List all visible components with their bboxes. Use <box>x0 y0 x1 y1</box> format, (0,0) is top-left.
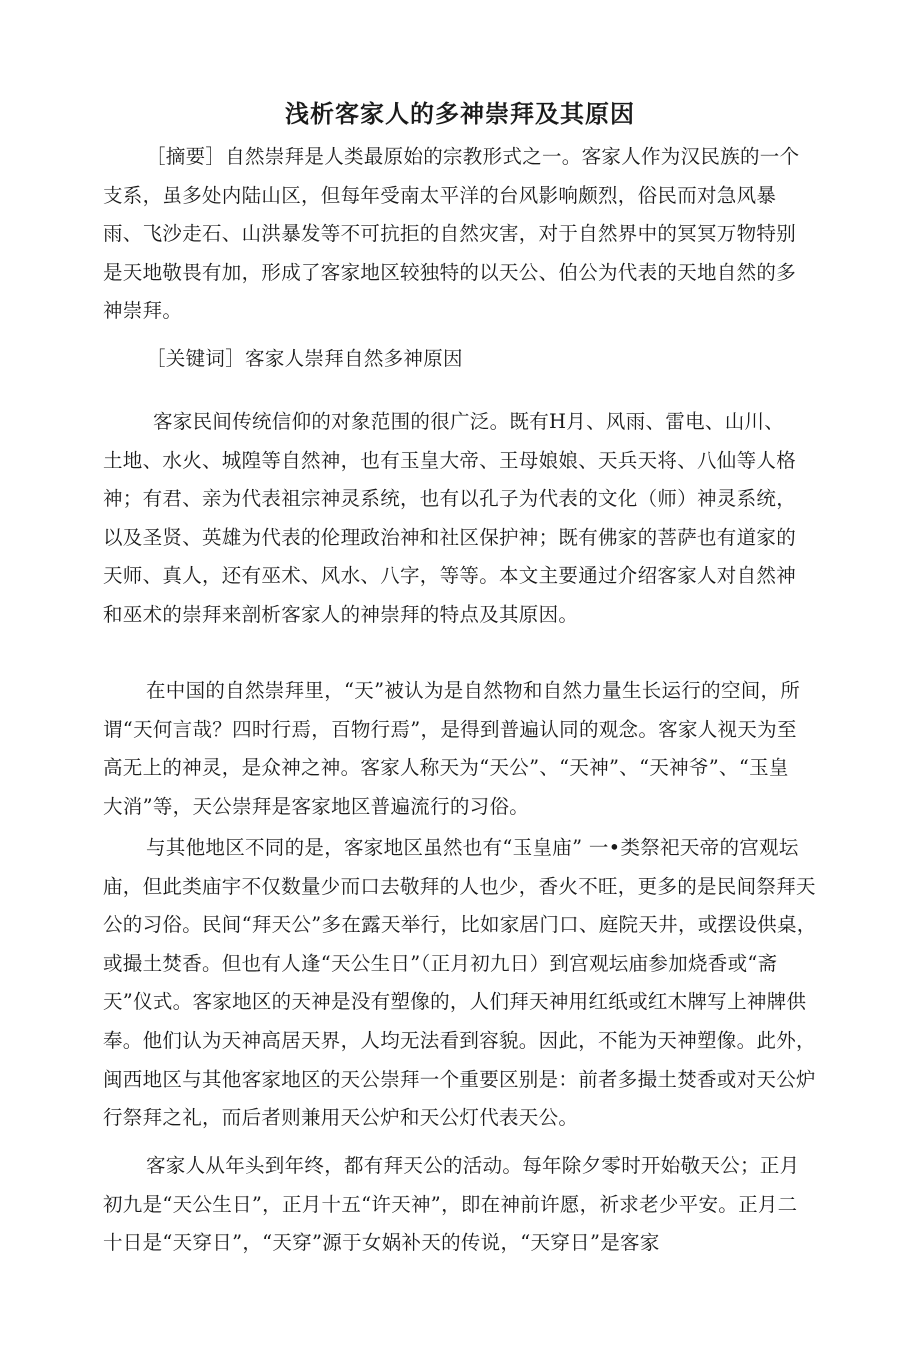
keywords-label: ［关键词］ <box>146 347 246 370</box>
document-title: 浅析客家人的多神崇拜及其原因 <box>285 100 635 128</box>
keywords-line <box>103 340 803 379</box>
abstract-label: ［摘要］ <box>146 145 226 168</box>
abstract-text: 自然崇拜是人类最原始的宗教形式之一。客家人作为汉民族的一个支系，虽多处内陆山区，但每年受南太平洋的台风影响颇烈，俗民而对急风暴雨、飞沙走石、山洪暴发等不可抗拒的自然灾害，对于自然界中的冥冥万物特别是天地敬畏有加，形成了客家地区较独特的以天公、伯公为代表的天地自然的多神崇拜。 <box>103 145 800 323</box>
body-paragraph-1: 客家民间传统信仰的对象范围的很广泛。既有H月、风雨、雷电、山川、土地、水火、城隍等自然神，也有玉皇大帝、王母娘娘、天兵天将、八仙等人格神；有君、亲为代表祖宗神灵系统，也有以孔子为代表的文化（师）神灵系统，以及圣贤、英雄为代表的伦理政治神和社区保护神；既有佛家的菩萨也有道家的天师、真人，还有巫术、风水、八字，等等。本文主要通过介绍客家人对自然神和巫术的崇拜来剖析客家人的神崇拜的特点及其原因。 <box>103 410 797 626</box>
body-paragraph-4: 客家人从年头到年终，都有拜天公的活动。每年除夕零时开始敬天公；正月初九是“天公生日”，正月十五“许天神”，即在神前许愿，祈求老少平安。正月二十日是“天穿日”，“天穿”源于女娲补天的传说，“天穿日”是客家 <box>103 1154 800 1255</box>
body-paragraph-3: 与其他地区不同的是，客家地区虽然也有“玉皇庙” 一•类祭祀天帝的宫观坛庙，但此类庙宇不仅数量少而口去敬拜的人也少，香火不旺，更多的是民间祭拜天公的习俗。民间“拜天公”多在露天举行，比如家居门口、庭院天井，或摆设供桌，或撮土焚香。但也有人逢“天公生日”（正月初九日）到宫观坛庙参加烧香或“斋天”仪式。客家地区的天神是没有塑像的，人们拜天神用红纸或红木牌写上神牌供奉。他们认为天神高居天界，人均无法看到容貌。因此，不能为天神塑像。此外，闽西地区与其他客家地区的天公崇拜一个重要区别是：前者多撮土焚香或对天公炉行祭拜之礼，而后者则兼用天公炉和天公灯代表天公。 <box>103 836 817 1130</box>
body-paragraph-2: 在中国的自然崇拜里，“天”被认为是自然物和自然力量生长运行的空间，所谓“天何言哉？四时行焉，百物行焉”，是得到普遍认同的观念。客家人视天为至高无上的神灵，是众神之神。客家人称天为“天公”、“天神”、“天神爷”、“玉皇大消”等，天公崇拜是客家地区普遍流行的习俗。 <box>103 679 801 818</box>
abstract-paragraph <box>103 138 803 331</box>
keywords-text: 客家人崇拜自然多神原因 <box>245 347 463 370</box>
